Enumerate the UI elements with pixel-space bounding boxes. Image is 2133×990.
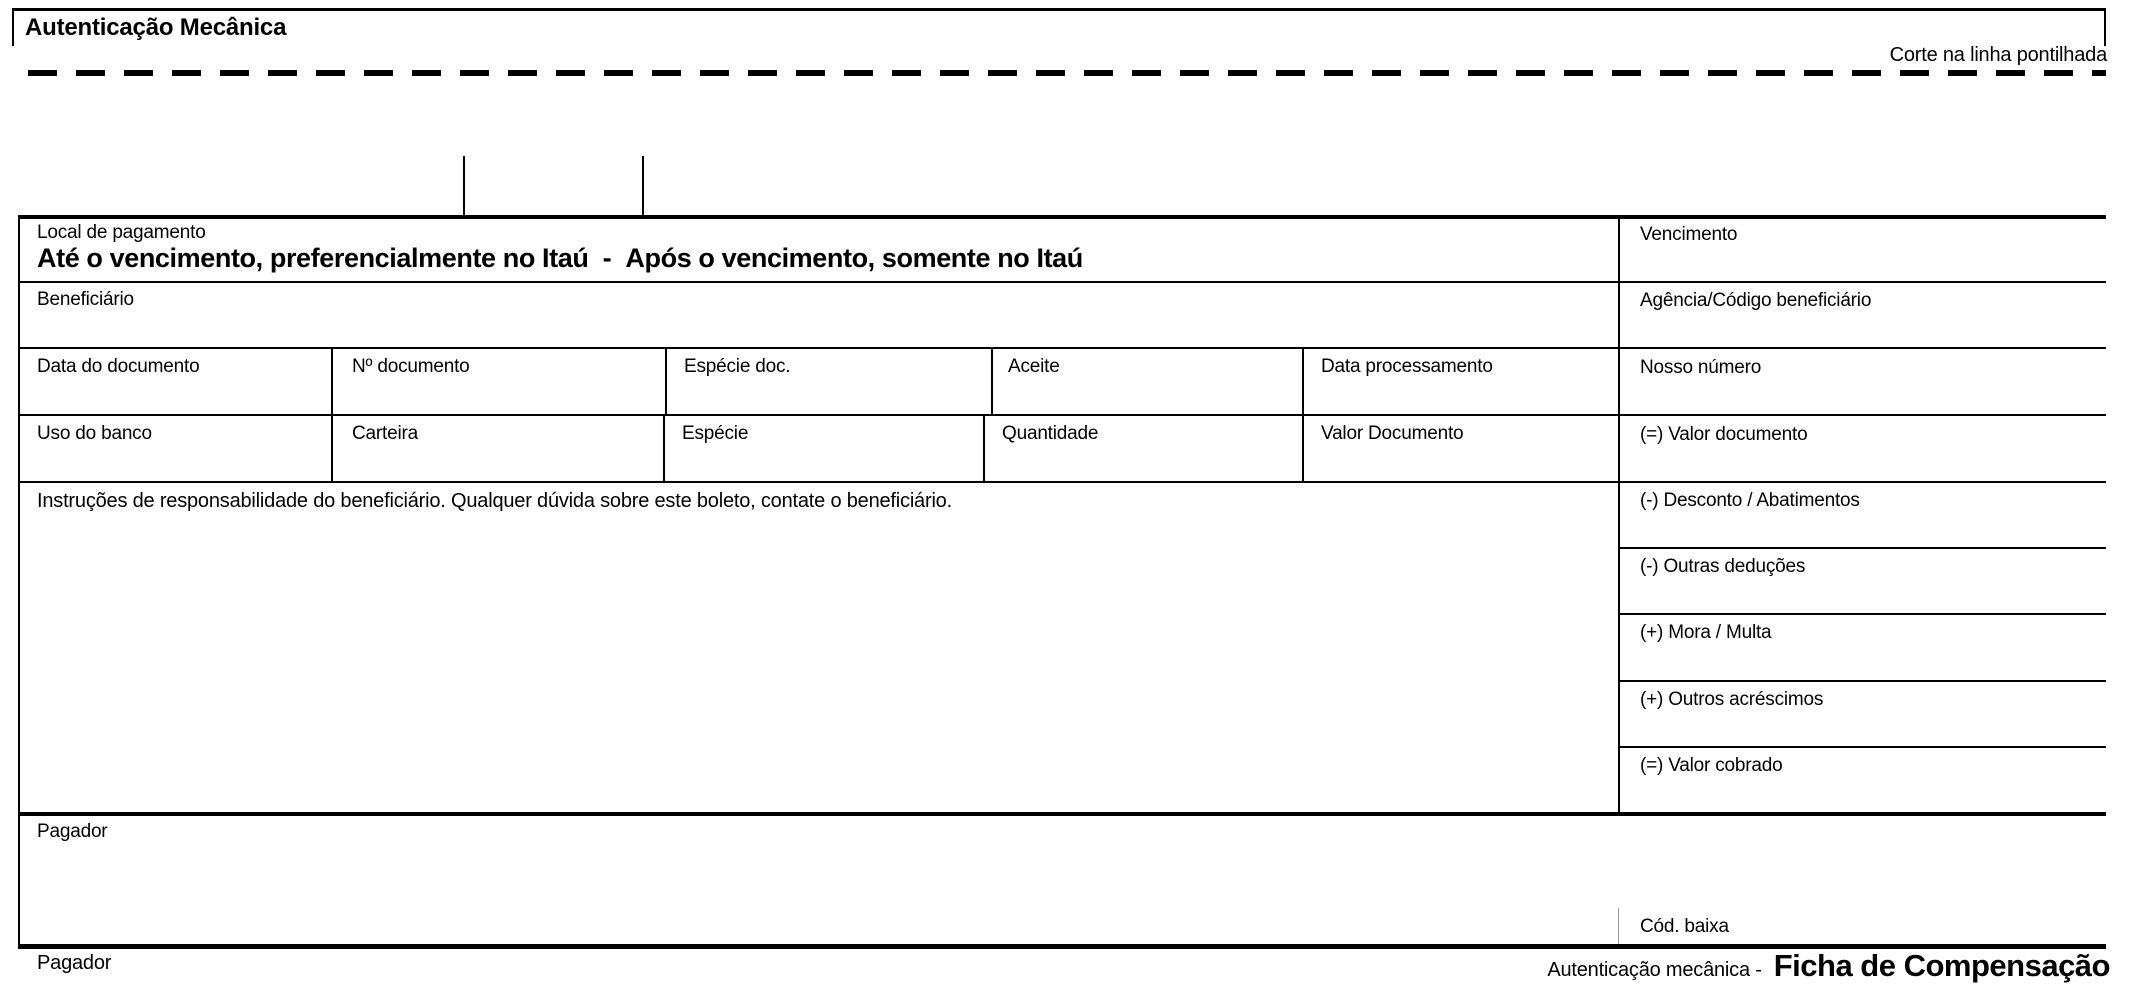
data-do-documento-label: Data do documento [37, 356, 200, 377]
table-top-border [18, 215, 2106, 219]
carteira-label: Carteira [352, 423, 418, 444]
row-divider-local-beneficiario [18, 281, 2106, 283]
local-de-pagamento-label: Local de pagamento [37, 222, 206, 243]
nosso-numero-label: Nosso número [1640, 357, 1762, 378]
valor-cobrado-label: (=) Valor cobrado [1640, 755, 1783, 776]
right-column-divider [1618, 215, 1620, 816]
especie-label: Espécie [682, 423, 749, 444]
numero-documento-label: Nº documento [352, 356, 470, 377]
pagador-top-border [18, 812, 2106, 816]
valores-divider-4 [1618, 746, 2106, 748]
row3-col-divider-1 [331, 349, 333, 414]
outras-deducoes-label: (-) Outras deduções [1640, 556, 1806, 577]
bank-field-tick-left [463, 156, 465, 217]
cut-line-note: Corte na linha pontilhada [1889, 44, 2107, 66]
vencimento-label: Vencimento [1640, 224, 1738, 245]
valor-documento-label: Valor Documento [1321, 423, 1464, 444]
pagador-footer-label: Pagador [37, 952, 112, 974]
table-left-border [18, 215, 20, 949]
cod-baixa-label: Cód. baixa [1640, 916, 1729, 937]
uso-do-banco-label: Uso do banco [37, 423, 152, 444]
pagador-box-label: Pagador [37, 821, 108, 842]
header-top-rule [12, 8, 2106, 11]
agencia-codigo-beneficiario-label: Agência/Código beneficiário [1640, 290, 1872, 311]
row4-col-divider-1 [331, 416, 333, 481]
header-left-tick [12, 8, 14, 46]
cut-dashed-line [28, 70, 2106, 76]
quantidade-label: Quantidade [1002, 423, 1099, 444]
valores-divider-2 [1618, 613, 2106, 615]
autenticacao-mecanica-footer-label: Autenticação mecânica - [1547, 959, 1762, 981]
valores-divider-3 [1618, 680, 2106, 682]
instrucoes-text: Instruções de responsabilidade do beneficiário. Qualquer dúvida sobre este boleto, contate o beneficiário. [37, 490, 952, 512]
data-processamento-label: Data processamento [1321, 356, 1493, 377]
cod-baixa-divider [1618, 908, 1619, 944]
valores-divider-1 [1618, 547, 2106, 549]
mora-multa-label: (+) Mora / Multa [1640, 622, 1772, 643]
ficha-de-compensacao-title: Ficha de Compensação [1773, 948, 2110, 983]
bank-field-tick-right [642, 156, 644, 217]
especie-doc-label: Espécie doc. [684, 356, 791, 377]
aceite-label: Aceite [1008, 356, 1060, 377]
row4-col-divider-4 [1302, 416, 1304, 481]
row3-col-divider-2 [665, 349, 667, 414]
row3-col-divider-4 [1302, 349, 1304, 414]
desconto-abatimentos-label: (-) Desconto / Abatimentos [1640, 490, 1860, 511]
beneficiario-label: Beneficiário [37, 289, 134, 310]
row4-col-divider-3 [983, 416, 985, 481]
row4-col-divider-2 [663, 416, 665, 481]
ficha-de-compensacao-group [1547, 948, 2110, 984]
local-de-pagamento-value: Até o vencimento, preferencialmente no Itaú - Após o vencimento, somente no Itaú [37, 243, 1083, 273]
header-right-tick [2104, 8, 2106, 46]
mechanical-authentication-title: Autenticação Mecânica [25, 14, 287, 41]
outros-acrescimos-label: (+) Outros acréscimos [1640, 689, 1824, 710]
row-divider-banco-instrucoes [18, 481, 2106, 483]
valor-documento-eq-label: (=) Valor documento [1640, 424, 1808, 445]
row3-col-divider-3 [991, 349, 993, 414]
